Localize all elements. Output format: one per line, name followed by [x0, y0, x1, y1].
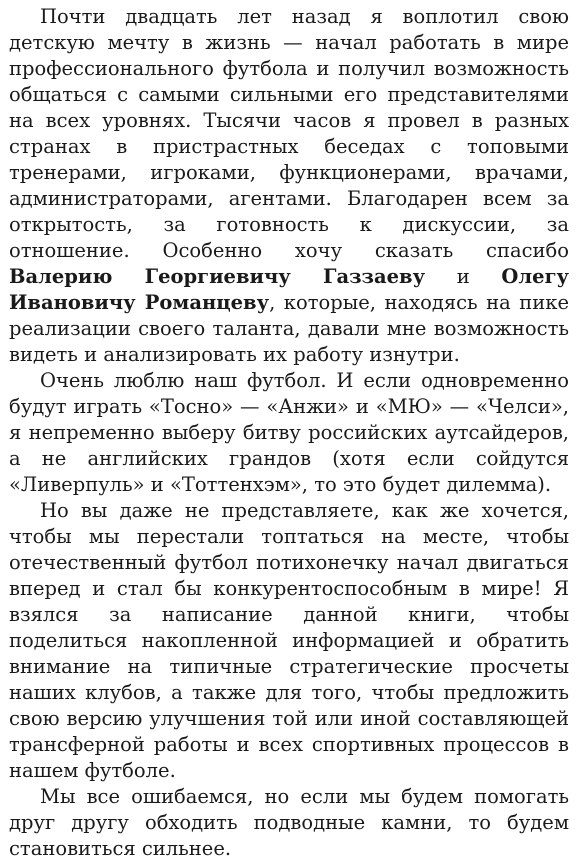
paragraph-love-football	[9, 368, 569, 498]
paragraph-conclusion	[9, 784, 569, 862]
bold-name-romantsev: Олегу Ивановичу Романцеву	[9, 265, 569, 314]
text-segment: Но вы даже не представляете, как же хочется, чтобы мы перестали топтаться на месте, чтобы отечественный футбол потихонечку начал двигаться вперед и стал бы конкурентоспособным в мире! Я взялся за написание данной книги, чтобы поделиться накопленной информацией и обратить внимание на типичные стратегические просчеты наших клубов, а также для того, чтобы предложить свою версию улучшения той или иной составляющей трансферной работы и всех спортивных процессов в нашем футболе.	[9, 499, 569, 782]
text-segment: и	[425, 265, 502, 288]
paragraph-book-purpose	[9, 498, 569, 784]
text-segment: , которые, находясь на пике реализации своего таланта, давали мне возможность видеть и анализировать их работу изнутри.	[9, 291, 569, 366]
bold-name-gazzaev: Валерию Георгиевичу Газзаеву	[9, 265, 426, 288]
text-segment: Очень люблю наш футбол. И если одновременно будут играть «Тосно» — «Анжи» и «МЮ» — «Челси», я непременно выберу битву российских аутсайдеров, а не английских грандов (хотя если сойдутся «Ливерпуль» и «Тоттенхэм», то это будет дилемма).	[9, 369, 569, 496]
text-segment: Мы все ошибаемся, но если мы будем помогать друг другу обходить подводные камни, то будем становиться сильнее.	[9, 785, 569, 860]
text-segment: Почти двадцать лет назад я воплотил свою детскую мечту в жизнь — начал работать в мире профессионального футбола и получил возможность общаться с самыми сильными его представителями на всех уровнях. Тысячи часов я провел в разных странах в пристрастных беседах с топовыми тренерами, игроками, функционерами, врачами, администраторами, агентами. Благодарен всем за открытость, за готовность к дискуссии, за отношение. Особенно хочу сказать спасибо	[9, 5, 569, 262]
paragraph-intro	[9, 4, 569, 368]
